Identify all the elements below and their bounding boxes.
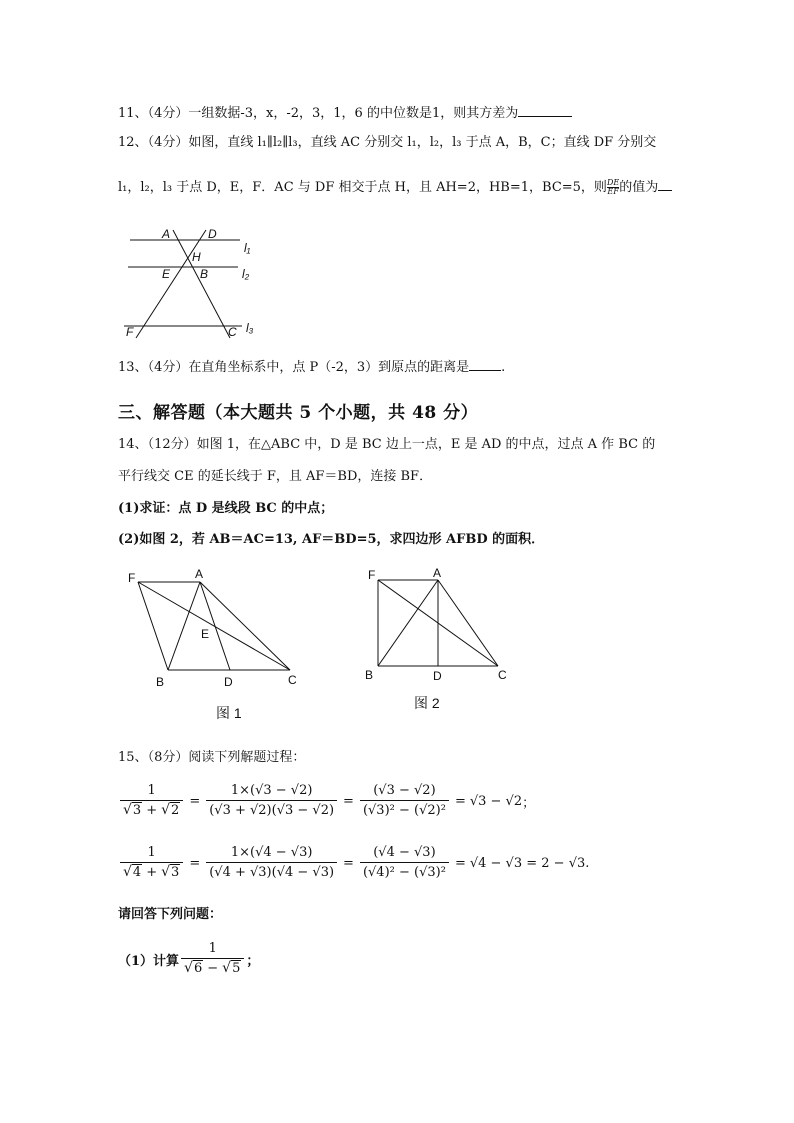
q14-part1: (1)求证：点 D 是线段 BC 的中点； [118,501,334,516]
question-11: 11、（4分）一组数据-3，x，-2，3，1，6 的中位数是1，则其方差为 [118,104,572,123]
eq1-lhs [120,782,183,820]
q12-ratio-fraction [607,179,619,196]
eq2-result: √4 − √3 = 2 − √3 [469,855,586,871]
eq1-step1-den: (√3 + √2)(√3 − √2) [206,800,337,820]
question-12-line2 [118,178,672,197]
line-df [136,230,209,338]
fig2-label-d: D [433,669,442,683]
eq2-step2-den: (√4)² − (√3)² [360,862,449,882]
q11-text: 一组数据-3，x，-2，3，1，6 的中位数是1，则其方差为 [188,106,519,121]
q15-points: （8分） [147,750,189,765]
q13-text: 在直角坐标系中，点 P（-2，3）到原点的距离是 [188,360,470,375]
q14-figure-1 [124,566,314,726]
fig1-label-b: B [156,675,165,689]
q15-intro: 阅读下列解题过程： [188,750,306,765]
q14-line2: 平行线交 CE 的延长线于 F，且 AF＝BD，连接 BF． [118,469,433,484]
fig12-label-h: H [192,250,201,264]
fig1-label-a: A [195,567,204,581]
section-3-title: 三、解答题（本大题共 5 个小题，共 48 分） [118,403,479,423]
line-ac [173,230,230,338]
eq2-lhs [120,844,183,882]
eq2-step2 [360,844,449,882]
eq2-step1-den: (√4 + √3)(√4 − √3) [206,862,337,882]
fig2-label-b: B [365,668,374,682]
question-13: 13、（4分）在直角坐标系中，点 P（-2，3）到原点的距离是 . [118,360,506,375]
fig2-label-f: F [368,568,376,582]
fig1-label-d: D [224,675,233,689]
fig12-label-d: D [208,227,217,241]
eq2-lhs-num: 1 [147,845,156,860]
q15-part1-label: （1）计算 [118,953,180,969]
q12-line2a: l₁，l₂，l₃ 于点 D，E，F．AC 与 DF 相交于点 H，且 AH=2，HB=1，BC=5，则 [118,180,607,195]
eq2-end: . [585,855,590,871]
q13-number: 13 [118,360,135,375]
eq1-step2-num: (√3 − √2) [373,783,436,798]
fig1-label-e: E [201,627,210,641]
q13-end: . [501,360,506,375]
eq2-lhs-den: √ 4 + √ 3 [120,862,183,882]
q12-number: 12 [118,135,135,150]
q12-frac-num: DE [606,178,620,187]
q11-answer-blank[interactable] [518,104,572,117]
q15-equation-1: 1 √ 3 + √ 2 = $\frac{1\times(√3 - √2)}{(√3 + √2)(√3 - √2)}$ = $\frac{(√3 - √2)}{\text{(√3)² − (√2)²}}$ = √3 − √2 ； [118,782,535,820]
q15-part1-den: √ 6 − √ 5 [181,958,244,978]
fig2-caption: 图 2 [414,695,440,711]
q14-number: 14 [118,437,135,452]
eq1-step2-den: (√3)² − (√2)² [360,800,449,820]
q14-line1: 如图 1，在△ABC 中，D 是 BC 边上一点，E 是 AD 的中点，过点 A 作 BC 的 [196,437,656,452]
fig12-label-l1: l₁ [244,241,251,255]
fig12-label-f: F [126,325,134,339]
seg-fb [138,582,168,670]
question-14-line1: 14、（12分）如图 1，在△ABC 中，D 是 BC 边上一点，E 是 AD 的中点，过点 A 作 BC 的 [118,437,656,452]
fig2-label-c: C [498,668,507,682]
fig12-label-l2: l₂ [242,267,250,281]
eq2-step1 [206,844,337,882]
fig1-caption: 图 1 [216,705,242,721]
eq1-lhs-den: √ 3 + √ 2 [120,800,183,820]
eq1-lhs-num: 1 [147,783,156,798]
q15-ask: 请回答下列问题： [118,907,223,922]
fig2-label-a: A [433,566,442,580]
q15-part1 [118,940,259,978]
fig12-label-a: A [162,227,171,241]
eq2-step2-num: (√4 − √3) [373,845,436,860]
q14-figure-2 [362,564,512,716]
fig12-label-c: C [228,325,237,339]
q14-part2: (2)如图 2，若 AB＝AC=13, AF＝BD=5，求四边形 AFBD 的面积． [118,532,545,547]
eq1-step1-num: 1×(√3 − √2) [230,783,313,798]
eq2-step1-num: 1×(√4 − √3) [230,845,313,860]
fig12-label-l3: l₃ [246,321,254,335]
q15-equation-2: 1 √ 4 + √ 3 = $\frac{1\times(√4 - √3)}{(√4 + √3)(√4 - √3)}$ = $\frac{(√4 - √3)}{\text{(√4)² − (√3)²}}$ = √4 − √3 = 2 − √3 . [118,844,589,882]
q15-part1-end: ； [246,953,260,969]
seg-ad [200,582,230,670]
fig12-label-b: B [200,267,209,281]
q12-frac-den: EF [607,187,619,196]
fig1-label-f: F [128,571,136,585]
q13-answer-blank[interactable] [469,358,501,371]
q12-line1: 如图，直线 l₁∥l₂∥l₃，直线 AC 分别交 l₁，l₂，l₃ 于点 A，B，C；直线 DF 分别交 [188,135,657,150]
fig1-label-c: C [288,673,297,687]
fig12-label-e: E [162,267,171,281]
q12-points: （4分） [147,135,189,150]
seg-ab [168,582,200,670]
q11-points: （4分） [147,106,189,121]
q14-points: （12分） [147,437,197,452]
q15-part1-fraction [181,940,244,978]
eq1-step1 [206,782,337,820]
question-12-line1: 12、（4分）如图，直线 l₁∥l₂∥l₃，直线 AC 分别交 l₁，l₂，l₃ 于点 A，B，C；直线 DF 分别交 [118,135,657,150]
q12-answer-blank[interactable] [658,178,672,191]
q11-number: 11 [118,106,135,121]
question-15: 15、（8分）阅读下列解题过程： [118,750,306,765]
q12-line2b: 的值为 [619,180,659,195]
seg2-ac [438,580,498,666]
eq1-end: ； [522,795,536,811]
eq1-result: √3 − √2 [469,793,523,809]
seg2-ab [378,580,438,666]
q12-figure [118,222,268,344]
eq1-step2 [360,782,449,820]
q13-points: （4分） [147,360,189,375]
q15-number: 15 [118,750,135,765]
q15-part1-num: 1 [208,941,217,956]
